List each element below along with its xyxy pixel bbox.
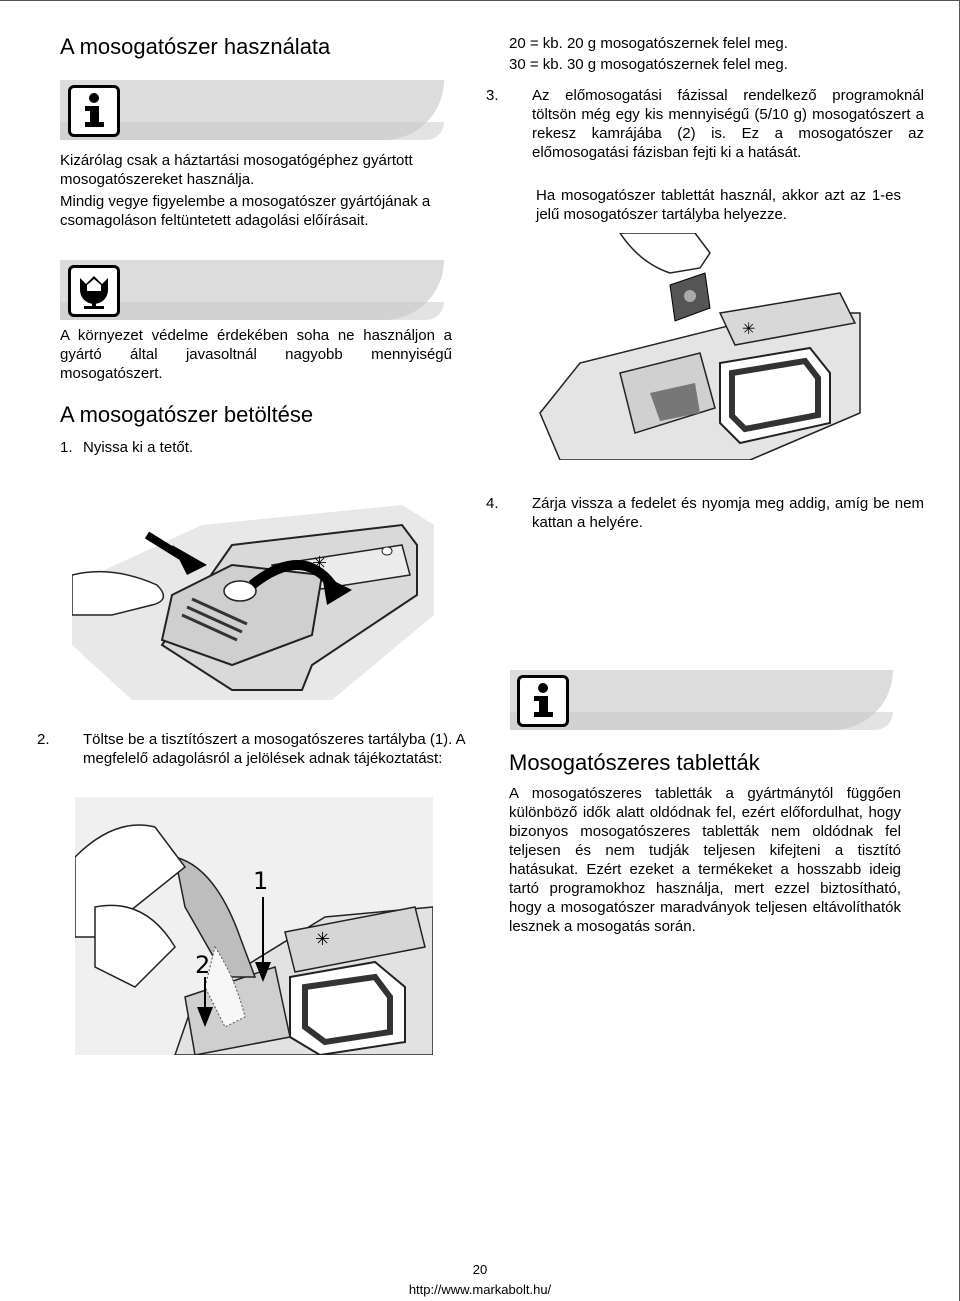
svg-text:✳: ✳ [315,929,331,950]
environment-paragraph: A környezet védelme érdekében soha ne használjon a gyártó által javasoltnál nagyobb mennyiségű mosogatószert. [60,327,452,382]
tablets-paragraph: A mosogatószeres tabletták a gyártmánytól függően különböző idők alatt oldódnak fel, ezért előfordulhat, hogy bizonyos mosogatószeres tabletták nem oldódnak fel teljesen és nem tudják teljesen kifejteni a tisztító hatásukat. Ezért ezeket a termékeket a hosszabb ideig tartó programokhoz használja, mert ezzel biztosítható, hogy a mosogatószer maradványok teljesen eltávolíthatók lesznek a mosogatás során. [509,785,901,935]
step-2-text: Töltse be a tisztítószert a mosogatószeres tartályba (1). A megfelelő adagolásról a jelölések adnak tájékoztatást: [83,731,465,767]
step-4-text: Zárja vissza a fedelet és nyomja meg addig, amíg be nem kattan a helyére. [532,495,924,531]
section-title: A mosogatószer használata [60,34,331,59]
step-1-number: 1. [60,439,73,456]
svg-text:✳: ✳ [742,319,756,338]
info-icon [68,85,120,137]
step-2 [37,730,475,768]
dose-20: 20 = kb. 20 g mosogatószernek felel meg. [509,35,788,52]
tablet-insert-illustration [520,233,880,460]
figure-label-1: 1 [253,867,269,895]
footer-url[interactable]: http://www.markabolt.hu/ [408,1282,552,1297]
figure-label-2: 2 [195,951,211,979]
info-note-bar [60,80,444,140]
page-number: 20 [472,1262,488,1277]
pouring-detergent-illustration [75,797,433,1055]
info-icon [517,675,569,727]
info-note-bar-2 [510,670,893,730]
dose-30: 30 = kb. 30 g mosogatószernek felel meg. [509,56,788,73]
step-1 [60,438,193,457]
flower-icon [68,265,120,317]
svg-text:✳: ✳ [312,553,328,574]
open-lid-illustration [72,465,434,700]
loading-title: A mosogatószer betöltése [60,402,314,427]
tablet-paragraph: Ha mosogatószer tablettát használ, akkor azt az 1-es jelű mosogatószer tartályba helyezze. [536,187,901,223]
step-1-text: Nyissa ki a tetőt. [83,439,194,456]
step-4-number: 4. [486,495,499,512]
page-border-top [0,0,960,1]
step-2-number: 2. [37,731,50,748]
step-3-number: 3. [486,87,499,104]
step-3 [486,86,924,162]
tablets-title: Mosogatószeres tabletták [509,750,760,775]
step-3-text: Az előmosogatási fázissal rendelkező programoknál töltsön még egy kis mennyiségű (5/10 g) mosogatószert a rekesz kamrájába (2) is. Ez a mosogatószer az előmosogatási fázisban fejti ki a hatását. [532,87,924,161]
step-4 [486,494,924,532]
info-paragraph-1: Kizárólag csak a háztartási mosogatógéphez gyártott mosogatószereket használja. [60,152,413,188]
info-paragraph-2: Mindig vegye figyelembe a mosogatószer gyártójának a csomagoláson feltüntetett adagolási előírásait. [60,193,431,229]
environment-note-bar [60,260,444,320]
